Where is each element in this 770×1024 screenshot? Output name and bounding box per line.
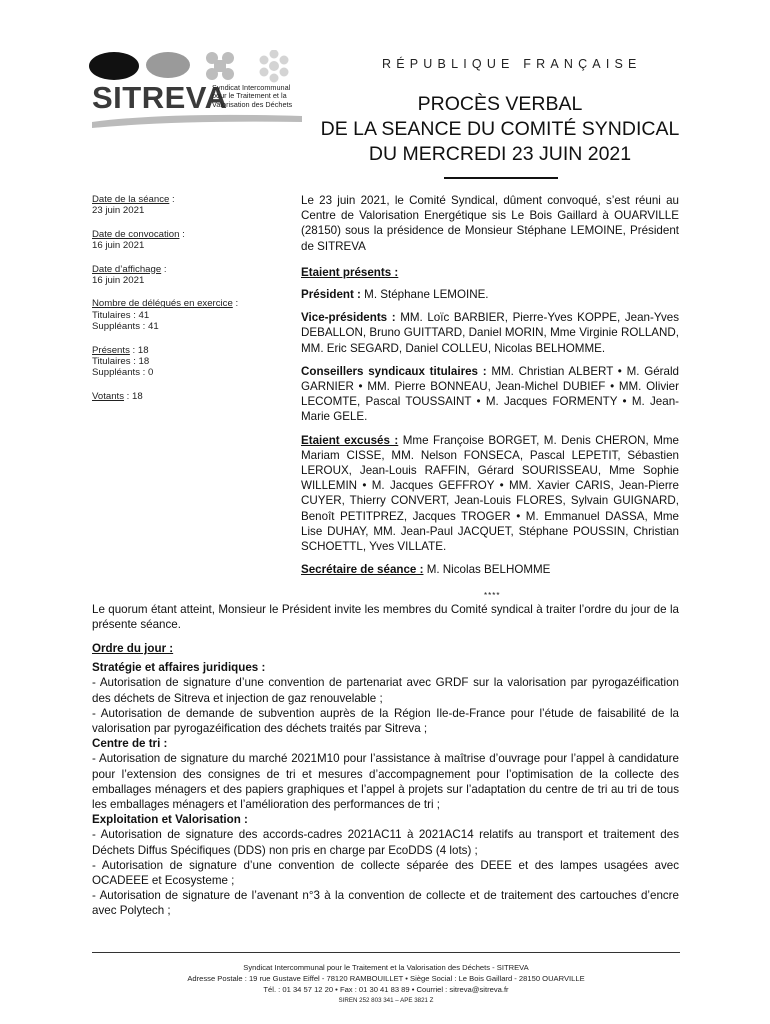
delegues-exercice: Nombre de délégués en exercice : Titulaires : 41 Suppléants : 41 — [92, 298, 282, 332]
separator-stars: **** — [484, 591, 501, 600]
excuses-paragraph — [301, 433, 679, 555]
logo-subtitle-line: pour le Traitement et la — [212, 91, 287, 101]
date-seance: Date de la séance : 23 juin 2021 — [92, 194, 282, 217]
footer — [92, 962, 680, 1006]
agenda-item: - Autorisation de signature d’une convention de partenariat avec GRDF sur la valorisation par pyrogazéification des déchets de Sitreva et injection de gaz renouvelable ; — [92, 676, 679, 705]
vp-paragraph — [301, 310, 679, 356]
president-text: M. Stéphane LEMOINE. — [364, 288, 489, 302]
secretaire-label: Secrétaire de séance : — [301, 563, 424, 577]
vp-text: MM. Loïc BARBIER, Pierre-Yves KOPPE, Jean-Yves DEBALLON, Bruno GUITTARD, Daniel MORIN, Mme Virginie ROLLAND, MM. Eric SEGARD, Daniel COLLEU, Nicolas BELHOMME. — [301, 311, 679, 355]
date-convocation-label: Date de convocation — [92, 228, 180, 240]
presents-heading: Etaient présents : — [301, 265, 399, 279]
logo-subtitle — [212, 84, 292, 109]
title-divider — [444, 177, 558, 179]
footer-line: Tél. : 01 34 57 12 20 • Fax : 01 30 41 83 89 • Courriel : sitreva@sitreva.fr — [263, 985, 509, 994]
agenda-item: - Autorisation de signature d’une convention de collecte séparée des DEEE et des lampes usagées avec OCADEEE et Ecosysteme ; — [92, 858, 679, 888]
date-convocation-value: 16 juin 2021 — [92, 240, 145, 252]
main-content — [301, 193, 679, 585]
vp-label: Vice-présidents : — [301, 311, 396, 325]
votants: Votants : 18 — [92, 390, 143, 402]
presents: Présents : 18 Titulaires : 18 Suppléants : 0 — [92, 345, 282, 379]
ordre-heading: Ordre du jour : — [92, 642, 174, 655]
footer-line: Syndicat Intercommunal pour le Traitement et la Valorisation des Déchets - SITREVA — [243, 963, 529, 972]
presents-label: Présents — [92, 344, 130, 356]
logo-wordmark: SITREVA — [92, 80, 228, 115]
agenda-item: - Autorisation de signature des accords-cadres 2021AC11 à 2021AC14 relatifs au transport et traitement des Déchets Diffus Spécifiques (DDS) non pris en charge par EcoDDS (4 lots) ; — [92, 828, 679, 857]
date-seance-value: 23 juin 2021 — [92, 205, 145, 217]
president-label: Président : — [301, 288, 361, 302]
section-title: Centre de tri : — [92, 737, 168, 751]
intro-paragraph: Le 23 juin 2021, le Comité Syndical, dûment convoqué, s’est réuni au Centre de Valorisation Energétique sis Le Bois Gaillard à OUARVILLE (28150) sous la présidence de Monsieur Stéphane LEMOINE, Président de SITREVA — [301, 194, 679, 253]
excuses-text: Mme Françoise BORGET, M. Denis CHERON, Mme Mariam CISSE, MM. Nelson FONSECA, Pascal LEPETIT, Sébastien LEROUX, Jean-Louis RAFFIN, Gérard SOURISSEAU, Mme Sophie WILLEMIN • M. Jacques GEFFROY • MM. Xavier CARIS, Jean-Pierre CUYER, Thierry CONVERT, Jean-Louis FLORES, Sylvain GUIGNARD, Benoît PETITPREZ, Jacques TROGER • M. Emmanuel DASSA, Mme Lise DUHAY, MM. Jean-Paul JACQUET, Stéphane POUSSIN, Christian SCHOETTL, Yves VILLATE. — [301, 433, 679, 554]
delegues-suppleants: Suppléants : 41 — [92, 321, 159, 333]
presents-titulaires: Titulaires : 18 — [92, 356, 150, 368]
section-title: Stratégie et affaires juridiques : — [92, 661, 266, 675]
votants-value: 18 — [132, 390, 143, 402]
section-title: Exploitation et Valorisation : — [92, 813, 248, 827]
date-seance-label: Date de la séance — [92, 194, 170, 205]
date-affichage-value: 16 juin 2021 — [92, 275, 145, 287]
date-convocation: Date de convocation : 16 juin 2021 — [92, 229, 282, 252]
delegues-label: Nombre de délégués en exercice — [92, 298, 233, 310]
excuses-label: Etaient excusés : — [301, 433, 399, 447]
footer-line: SIREN 252 803 341 – APE 3821 Z — [338, 997, 434, 1004]
conseillers-text: MM. Christian ALBERT • M. Gérald GARNIER • MM. Pierre BONNEAU, Jean-Michel DUBIEF • MM. Olivier LECOMTE, Pascal TOUSSAINT • M. Jacques FORMENTY • M. Jean-Marie GELE. — [301, 364, 679, 424]
secretaire-text: M. Nicolas BELHOMME — [426, 563, 551, 577]
logo-subtitle-line: Valorisation des Déchets — [212, 99, 293, 109]
quorum-paragraph: Le quorum étant atteint, Monsieur le Président invite les membres du Comité syndical à traiter l’ordre du jour de la présente séance. — [92, 603, 679, 632]
sitreva-logo — [88, 50, 313, 132]
title-line: PROCÈS VERBAL — [417, 93, 583, 115]
secretaire-paragraph — [301, 562, 679, 577]
agenda-item: - Autorisation de signature du marché 2021M10 pour l’assistance à maîtrise d’ouvrage pour l’appel à candidature pour l’extension des consignes de tri et mesures d’accompagnement pour l’optimisation de la collecte des emballages ménagers et des papiers graphiques et l’appel à projets sur l’adaptation du centre de tri au tri de tous les emballages ménagers et l’amélioration des performances de tri ; — [92, 752, 679, 812]
president-paragraph — [301, 287, 679, 302]
presents-value: 18 — [137, 344, 149, 356]
title-line: DU MERCREDI 23 JUIN 2021 — [368, 143, 632, 165]
sidebar-info — [92, 194, 282, 414]
logo-subtitle-line: Syndicat Intercommunal — [212, 83, 291, 92]
title-line: DE LA SEANCE DU COMITÉ SYNDICAL — [320, 118, 680, 140]
conseillers-paragraph — [301, 364, 679, 425]
agenda-item: - Autorisation de signature de l’avenant n°3 à la convention de collecte et de traitement des cartouches d’encre avec Polytech ; — [92, 889, 679, 918]
date-affichage-label: Date d’affichage — [92, 263, 162, 275]
republique-heading: RÉPUBLIQUE FRANÇAISE — [382, 57, 642, 71]
delegues-titulaires: Titulaires : 41 — [92, 309, 150, 321]
ordre-du-jour — [92, 641, 679, 919]
footer-divider — [92, 952, 680, 953]
footer-line: Adresse Postale : 19 rue Gustave Eiffel - 78120 RAMBOUILLET • Siège Social : Le Bois Gaillard - 28150 OUARVILLE — [187, 974, 585, 983]
document-title — [300, 92, 700, 167]
conseillers-label: Conseillers syndicaux titulaires : — [301, 364, 487, 378]
votants-label: Votants — [92, 390, 125, 402]
date-affichage: Date d’affichage : 16 juin 2021 — [92, 264, 282, 287]
agenda-item: - Autorisation de demande de subvention auprès de la Région Ile-de-France pour l’étude de faisabilité de la valorisation par pyrogazéification des déchets traités par Sitreva ; — [92, 706, 679, 736]
presents-suppleants: Suppléants : 0 — [92, 367, 154, 379]
